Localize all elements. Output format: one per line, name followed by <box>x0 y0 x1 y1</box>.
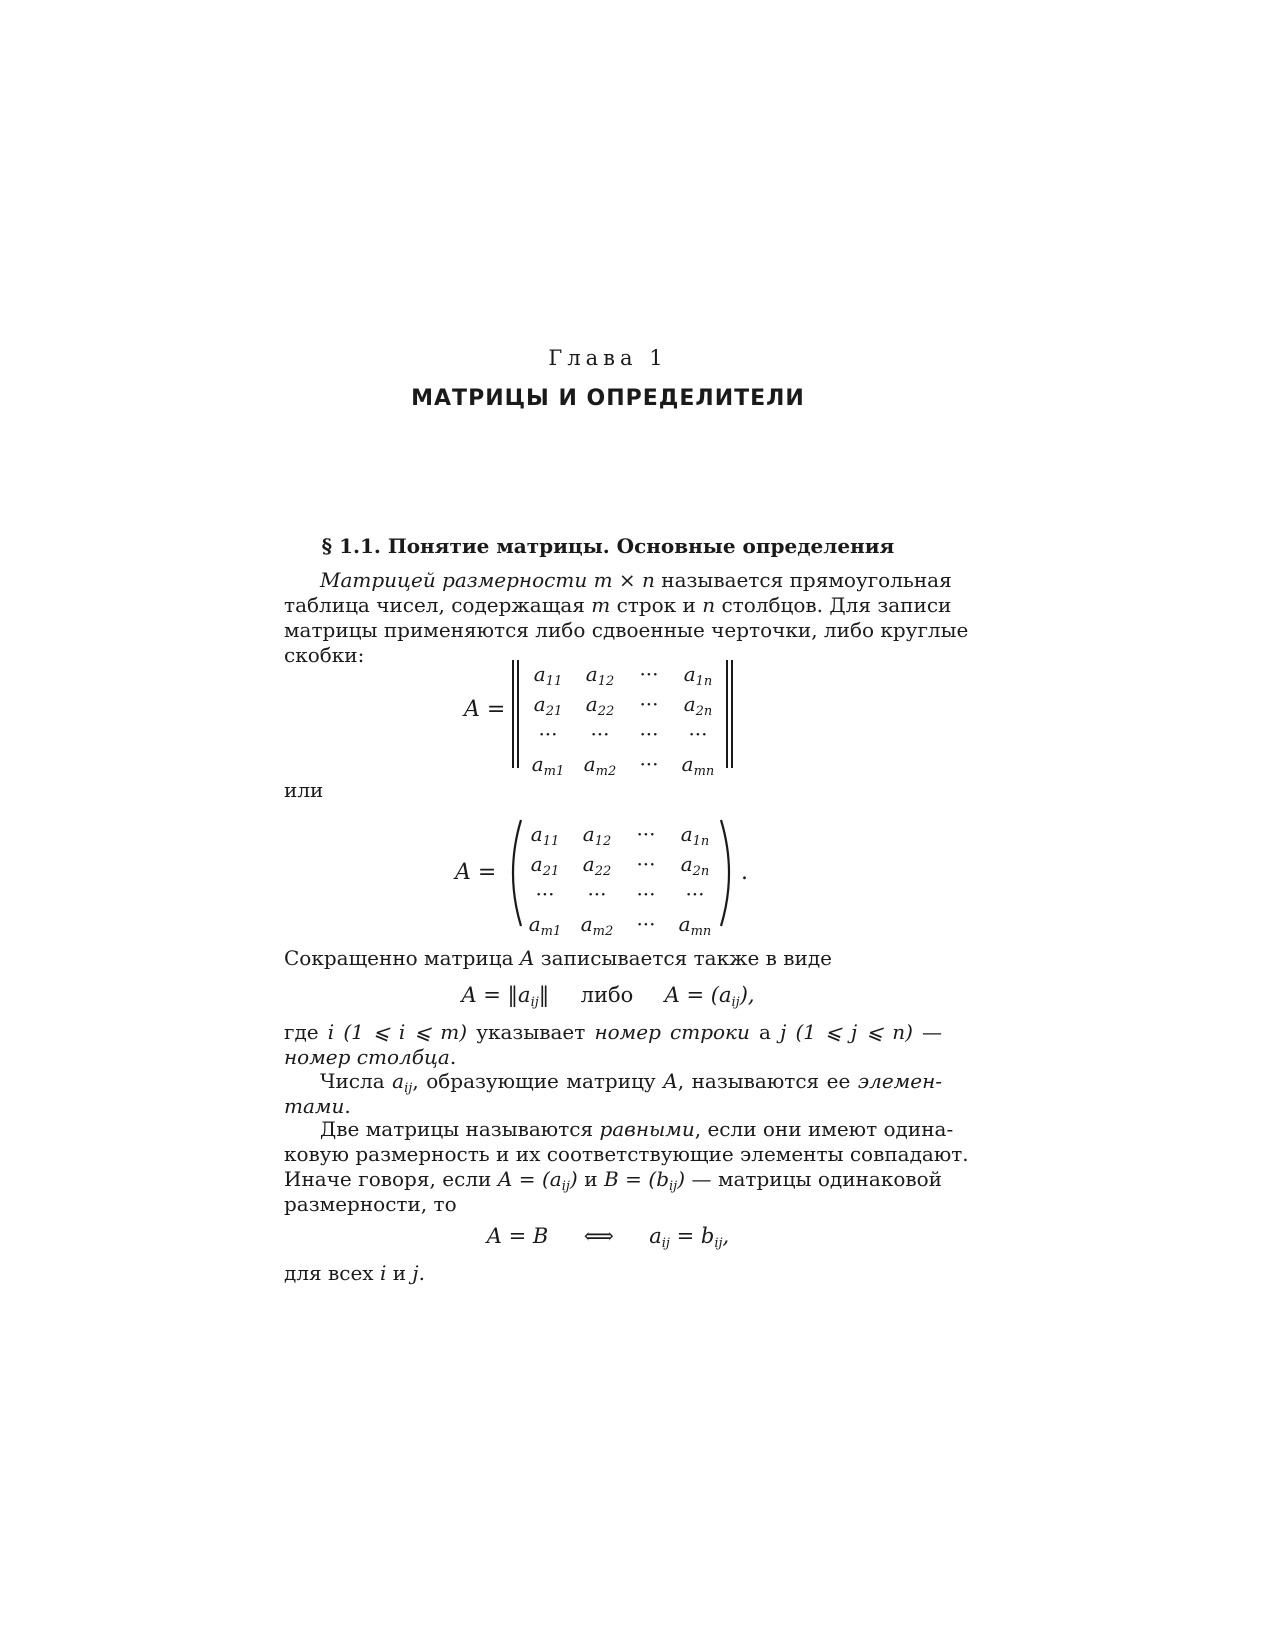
text-fragment: . <box>344 1094 351 1118</box>
matrix-cell: $a_{12}$ <box>585 662 615 689</box>
paragraph-elements <box>284 1069 942 1119</box>
text-fragment: , если они имеют одина- <box>694 1117 954 1141</box>
text-fragment: — матрицы одинаковой <box>691 1167 942 1191</box>
formula-equality <box>0 1224 1216 1251</box>
matrix-cell: ··· <box>636 822 656 846</box>
text-fragment: столбцов. Для записи <box>721 593 952 617</box>
matrix-cell: ··· <box>685 882 705 906</box>
matrix-cell: $a_{2n}$ <box>680 852 710 879</box>
formula-left: $A = ‖a_{ij}‖$ <box>461 983 550 1010</box>
text-or: или <box>284 778 324 802</box>
text-fragment: а <box>759 1020 771 1044</box>
matrix-cell: ··· <box>639 662 659 686</box>
text-fragment: . <box>418 1261 425 1285</box>
matrix-grid <box>522 662 724 779</box>
term-row-number: номер строки <box>594 1020 750 1044</box>
math-aij: $a_{ij}$ <box>392 1069 413 1096</box>
matrix-cell: $a_{m2}$ <box>583 752 617 779</box>
matrix-cell: $a_{mn}$ <box>678 912 712 939</box>
double-bar-right <box>731 660 733 768</box>
matrix-lhs: A = <box>464 697 506 722</box>
matrix-cell: ··· <box>538 722 558 746</box>
text-fragment: и <box>584 1167 598 1191</box>
text-fragment: записывается также в виде <box>540 946 833 970</box>
chapter-title: МАТРИЦЫ И ОПРЕДЕЛИТЕЛИ <box>411 386 805 411</box>
math-range-j: (1 ⩽ j ⩽ n) <box>795 1020 913 1044</box>
term-matrix-dimension: Матрицей размерности <box>320 568 588 592</box>
math-n: n <box>702 593 716 617</box>
text-fragment: строк и <box>616 593 696 617</box>
matrix-cell: $a_{2n}$ <box>683 692 713 719</box>
double-bar-left <box>512 660 514 768</box>
text-fragment: указывает <box>476 1020 586 1044</box>
double-bar-right <box>726 660 728 768</box>
right-paren <box>717 818 739 928</box>
text-fragment: где <box>284 1020 319 1044</box>
text-fragment: и <box>392 1261 407 1285</box>
matrix-cell: $a_{12}$ <box>582 822 612 849</box>
formula-left: A = B <box>486 1224 549 1248</box>
term-equal: равными <box>599 1117 695 1141</box>
matrix-cell: $a_{11}$ <box>530 822 560 849</box>
equivalence-arrow: ⟺ <box>583 1224 614 1248</box>
matrix-cell: ··· <box>590 722 610 746</box>
term-elements: тами <box>284 1094 345 1118</box>
matrix-cell: ··· <box>688 722 708 746</box>
paragraph-definition <box>284 568 969 668</box>
text-fragment: . <box>449 1045 457 1069</box>
math-i: i <box>327 1020 335 1044</box>
text-fragment: , образующие матрицу <box>412 1069 656 1093</box>
matrix-cell: $a_{1n}$ <box>680 822 710 849</box>
text-fragment: — <box>922 1020 943 1044</box>
matrix-cell: ··· <box>636 882 656 906</box>
matrix-cell: $a_{mn}$ <box>681 752 715 779</box>
matrix-cell: $a_{m1}$ <box>531 752 565 779</box>
math-j: j <box>780 1020 787 1044</box>
matrix-cell: $a_{21}$ <box>533 692 563 719</box>
chapter-label: Глава 1 <box>548 346 668 370</box>
text-fragment: Две матрицы называются <box>320 1117 594 1141</box>
text-fragment: Числа <box>320 1069 385 1093</box>
matrix-cell: $a_{11}$ <box>533 662 563 689</box>
matrix-cell: ··· <box>587 882 607 906</box>
math-A-eq-aij: $A = (a_{ij})$ <box>497 1167 578 1194</box>
math-B-eq-bij: $B = (b_{ij})$ <box>604 1167 686 1194</box>
matrix-cell: $a_{1n}$ <box>683 662 713 689</box>
text-fragment: Иначе говоря, если <box>284 1167 492 1191</box>
paragraph-for-all <box>284 1261 942 1286</box>
text-fragment: либо <box>580 983 634 1007</box>
matrix-cell: $a_{22}$ <box>585 692 615 719</box>
text-line: размерности, то <box>284 1192 457 1216</box>
term-column-number: номер столбца <box>284 1045 450 1069</box>
formula-right: $a_{ij} = b_{ij}$, <box>649 1224 730 1251</box>
matrix-cell: ··· <box>636 852 656 876</box>
matrix-cell: $a_{m2}$ <box>580 912 614 939</box>
matrix-period: . <box>741 860 748 885</box>
text-fragment: для всех <box>284 1261 374 1285</box>
math-A: A <box>663 1069 678 1093</box>
section-title: § 1.1. Понятие матрицы. Основные определения <box>321 534 895 558</box>
matrix-cell: ··· <box>639 722 659 746</box>
text-line: ковую размерность и их соответствующие элементы совпадают. <box>284 1142 969 1166</box>
matrix-cell: ··· <box>639 752 659 776</box>
term-elements: элемен- <box>857 1069 943 1093</box>
math-m-times-n: m × n <box>593 568 655 592</box>
matrix-cell: $a_{21}$ <box>530 852 560 879</box>
math-j: j <box>412 1261 419 1285</box>
text-line: матрицы применяются либо сдвоенные черточки, либо круглые <box>284 618 969 642</box>
text-fragment: Сокращенно матрица <box>284 946 514 970</box>
text-fragment: называется прямоугольная <box>661 568 952 592</box>
formula-short-notation <box>0 983 1216 1010</box>
math-range-i: (1 ⩽ i ⩽ m) <box>343 1020 468 1044</box>
paragraph-equal-matrices <box>284 1117 969 1217</box>
double-bar-left <box>517 660 519 768</box>
text-line: скобки: <box>284 643 365 667</box>
matrix-cell: ··· <box>535 882 555 906</box>
matrix-lhs: A = <box>455 860 497 885</box>
matrix-grid <box>519 822 721 939</box>
math-m: m <box>591 593 611 617</box>
paragraph-short-notation <box>284 946 942 971</box>
matrix-cell: $a_{m1}$ <box>528 912 562 939</box>
matrix-cell: ··· <box>639 692 659 716</box>
formula-right: $A = (a_{ij})$, <box>664 983 755 1010</box>
matrix-cell: $a_{22}$ <box>582 852 612 879</box>
text-fragment: таблица чисел, содержащая <box>284 593 585 617</box>
matrix-cell: ··· <box>636 912 656 936</box>
math-A: A <box>519 946 535 970</box>
math-i: i <box>379 1261 387 1285</box>
paragraph-indices <box>284 1020 942 1070</box>
text-fragment: , называются ее <box>677 1069 851 1093</box>
